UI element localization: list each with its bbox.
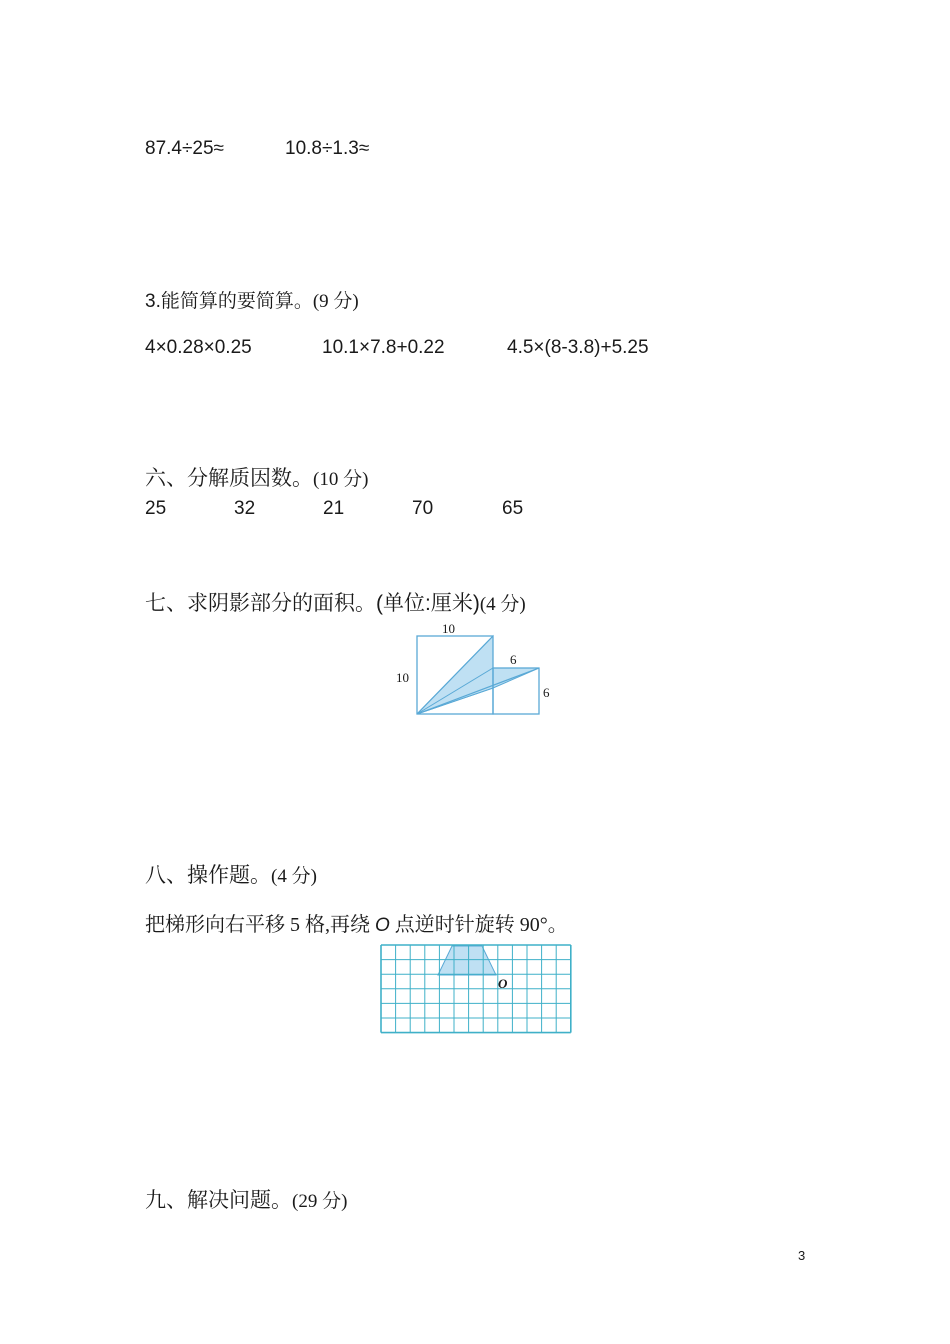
estimate-item-2: 10.8÷1.3≈ bbox=[285, 138, 370, 159]
factor-number-2: 32 bbox=[234, 498, 256, 519]
section-7-title: 七、求阴影部分的面积。(单位:厘米) bbox=[145, 592, 480, 615]
factor-number-5: 65 bbox=[502, 498, 524, 519]
section-8-title: 八、操作题。 bbox=[145, 864, 271, 887]
section-8-score: (4 分) bbox=[271, 866, 317, 887]
estimate-item-1: 87.4÷25≈ bbox=[145, 138, 224, 159]
label-top-10: 10 bbox=[442, 621, 455, 636]
simplify-item-3: 4.5×(8-3.8)+5.25 bbox=[507, 337, 649, 358]
simplify-title: 3.能简算的要简算。 bbox=[145, 291, 313, 312]
label-left-10: 10 bbox=[396, 670, 409, 685]
section-6-heading bbox=[145, 462, 368, 492]
simplify-heading bbox=[145, 286, 359, 313]
section-8-heading bbox=[145, 859, 317, 889]
instruction-post: 点逆时针旋转 90°。 bbox=[389, 914, 568, 936]
instruction-pre: 把梯形向右平移 5 格,再绕 bbox=[145, 914, 375, 936]
label-small-right-6: 6 bbox=[543, 685, 550, 700]
instruction-point: O bbox=[375, 915, 390, 936]
section-6-title: 六、分解质因数。 bbox=[145, 467, 313, 490]
section-9-heading bbox=[145, 1184, 347, 1214]
factor-number-1: 25 bbox=[145, 498, 167, 519]
factor-number-4: 70 bbox=[412, 498, 434, 519]
section-7-score: (4 分) bbox=[479, 594, 526, 615]
operation-instruction bbox=[145, 908, 568, 937]
operation-grid bbox=[378, 942, 574, 1036]
section-9-score: (29 分) bbox=[292, 1191, 348, 1212]
grid-point-o-label: O bbox=[498, 976, 508, 991]
page-number: 3 bbox=[798, 1248, 806, 1263]
label-small-top-6: 6 bbox=[510, 652, 517, 667]
simplify-item-1: 4×0.28×0.25 bbox=[145, 337, 252, 358]
section-9-title: 九、解决问题。 bbox=[145, 1189, 292, 1212]
factor-number-3: 21 bbox=[323, 498, 345, 519]
section-6-score: (10 分) bbox=[313, 469, 369, 490]
trapezoid-shape bbox=[438, 946, 496, 975]
shaded-area-figure bbox=[390, 618, 560, 722]
simplify-score: (9 分) bbox=[312, 291, 359, 312]
simplify-item-2: 10.1×7.8+0.22 bbox=[322, 337, 445, 358]
section-7-heading bbox=[145, 587, 526, 617]
